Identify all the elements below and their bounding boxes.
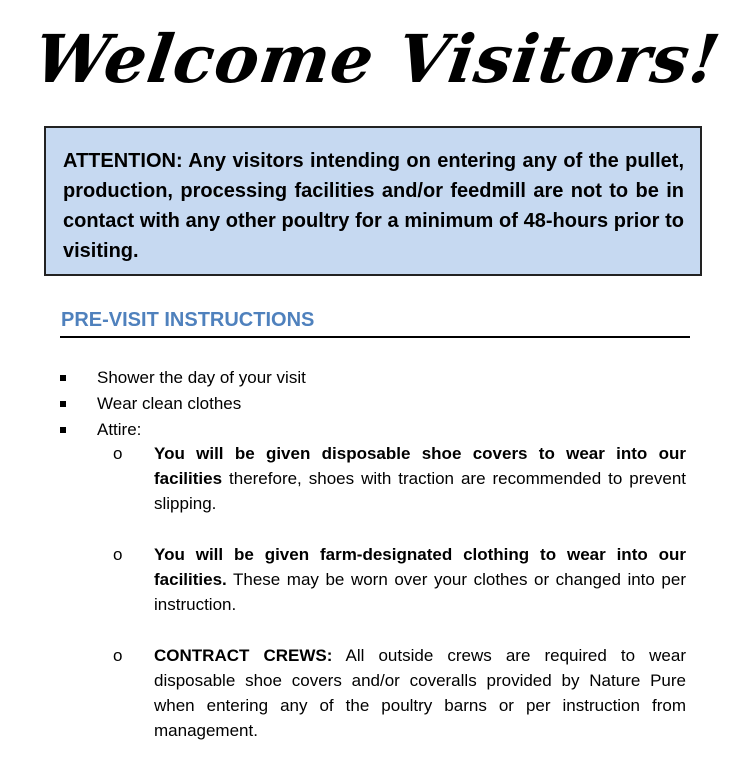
attention-notice: ATTENTION: Any visitors intending on entering any of the pullet, production, processing facilities and/or feedmill are not to be in contact with any other poultry for a minimum of 48-hours prior to visiting.	[44, 126, 702, 276]
section-heading: PRE-VISIT INSTRUCTIONS	[61, 309, 315, 331]
sublist-item-bold: CONTRACT CREWS:	[154, 646, 333, 665]
instruction-list	[0, 365, 755, 443]
sublist-item	[0, 441, 755, 516]
list-item	[0, 365, 755, 391]
sublist-item-text: All outside crews are required to wear disposable shoe covers and/or coveralls provided by Nature Pure when entering any of the poultry barns or per instruction from management.	[154, 646, 686, 740]
list-item	[0, 391, 755, 417]
section-divider	[60, 336, 690, 338]
sublist-item	[0, 542, 755, 617]
sublist-item-text: These may be worn over your clothes or changed into per instruction.	[154, 570, 686, 614]
list-item-text: Wear clean clothes	[97, 394, 242, 413]
sublist-item-bold: You will be given farm-designated clothing to wear into our facilities.	[154, 545, 686, 589]
sublist-item-bold: You will be given disposable shoe covers to wear into our facilities	[154, 444, 686, 488]
sublist-item	[0, 643, 755, 743]
list-item-text: Shower the day of your visit	[97, 368, 306, 387]
sublist-item-text: therefore, shoes with traction are recommended to prevent slipping.	[154, 469, 686, 513]
list-item	[0, 417, 755, 443]
page-title: Welcome Visitors!	[29, 20, 726, 98]
list-item-text: Attire:	[97, 420, 142, 439]
circle-bullet-icon: o	[113, 444, 123, 463]
circle-bullet-icon: o	[113, 545, 123, 564]
square-bullet-icon	[60, 401, 66, 407]
square-bullet-icon	[60, 427, 66, 433]
attire-sublist	[0, 441, 755, 769]
circle-bullet-icon: o	[113, 646, 123, 665]
square-bullet-icon	[60, 375, 66, 381]
